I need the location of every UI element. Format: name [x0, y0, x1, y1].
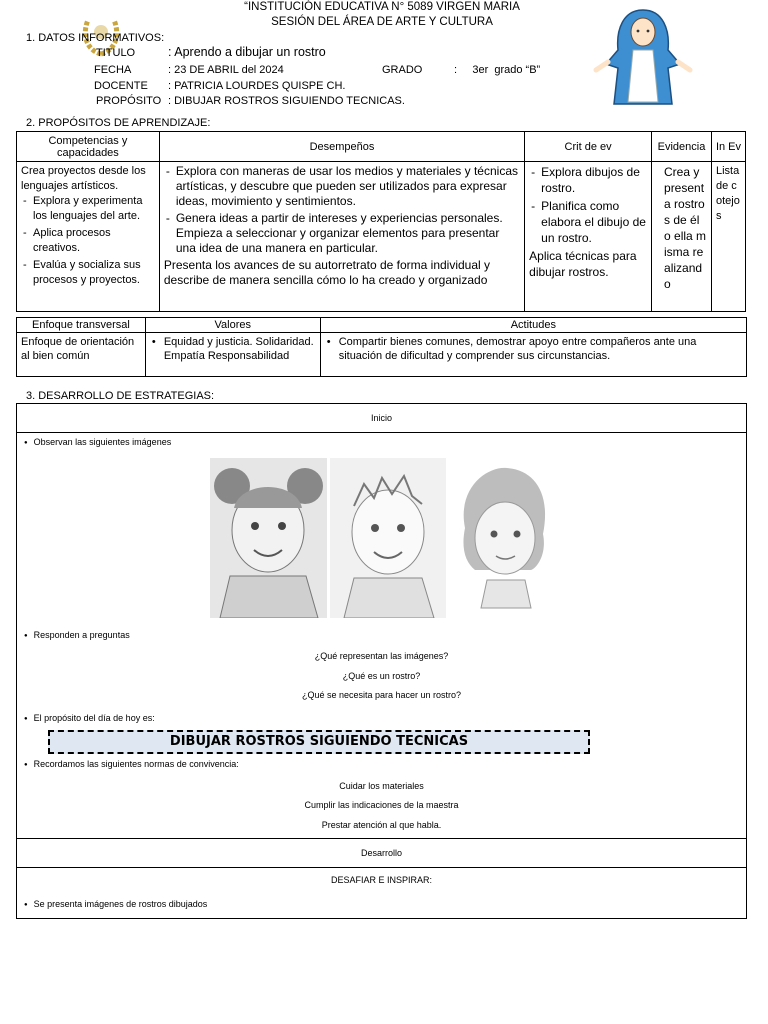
- norma-2: Cumplir las indicaciones de la maestra: [304, 800, 459, 810]
- titulo-label: TITULO: [96, 47, 136, 59]
- enfoque-table: [16, 317, 747, 377]
- competencia-item: - Aplica procesos creativos.: [21, 226, 155, 256]
- session-title: SESIÓN DEL ÁREA DE ARTE Y CULTURA: [271, 16, 493, 28]
- criterio-item: - Explora dibujos de rostro.: [529, 164, 647, 196]
- datos-section-title: 1. DATOS INFORMATIVOS:: [26, 32, 165, 44]
- instrumento-cell: Lista de cotejos: [712, 162, 746, 312]
- header-competencias: Competencias y capacidades: [17, 132, 160, 162]
- propositos-table: [16, 131, 746, 312]
- normas-intro: ● Recordamos las siguientes normas de convivencia:: [24, 759, 239, 769]
- enfoque-actitudes: • Compartir bienes comunes, demostrar apoyo entre compañeros ante una situación de dificultad y comprender sus circunstancias.: [325, 335, 742, 363]
- desempenos-cell: [159, 162, 524, 312]
- competencias-intro: Crea proyectos desde los lenguajes artísticos.: [21, 165, 146, 192]
- proposito-intro: ● El propósito del día de hoy es:: [24, 713, 155, 723]
- competencia-item: - Explora y experimenta los lenguajes del arte.: [21, 194, 155, 224]
- pregunta-1: ¿Qué representan las imágenes?: [314, 651, 449, 661]
- desarrollo-box: [16, 403, 747, 919]
- header-evidencia: Evidencia: [652, 132, 712, 162]
- virgin-mary-illustration: [588, 6, 698, 108]
- docente-value: : PATRICIA LOURDES QUISPE CH.: [168, 80, 346, 92]
- divider: [17, 432, 746, 433]
- desempeno-item: - Explora con maneras de usar los medios y materiales y técnicas artísticas, y descubre que pueden ser utilizados para expresar ideas, movimiento y sentimientos.: [164, 164, 520, 209]
- competencia-item: - Evalúa y socializa sus procesos y proyectos.: [21, 258, 155, 288]
- divider: [17, 867, 746, 868]
- docente-label: DOCENTE: [94, 80, 148, 92]
- responden-item: ● Responden a preguntas: [24, 630, 130, 640]
- inicio-label: Inicio: [370, 413, 392, 423]
- institution-title: “INSTITUCIÓN EDUCATIVA N° 5089 VIRGEN MARIA: [244, 1, 520, 13]
- child-sketch-2: [330, 458, 446, 618]
- propositos-section-title: 2. PROPÓSITOS DE APRENDIZAJE:: [26, 117, 211, 129]
- enfoque-nombre: Enfoque de orientación al bien común: [17, 333, 146, 377]
- desempeno-item: - Genera ideas a partir de intereses y experiencias personales. Empieza a seleccionar y organizar elementos para presentar una idea de una manera en particular.: [164, 211, 520, 256]
- header-instrumento: In Ev: [712, 132, 746, 162]
- header-desempenos: Desempeños: [159, 132, 524, 162]
- fecha-value: : 23 DE ABRIL del 2024: [168, 64, 284, 76]
- criterio-extra: Aplica técnicas para dibujar rostros.: [529, 249, 637, 279]
- criterios-cell: [525, 162, 652, 312]
- desafiar-label: DESAFIAR E INSPIRAR:: [330, 875, 433, 885]
- grado-value: : 3er grado “B”: [454, 64, 541, 76]
- header-criterios: Crit de ev: [525, 132, 652, 162]
- enfoque-valores: • Equidad y justicia. Solidaridad. Empatía Responsabilidad: [150, 335, 316, 363]
- observan-item: ● Observan las siguientes imágenes: [24, 437, 171, 447]
- competencias-cell: [17, 162, 160, 312]
- fecha-label: FECHA: [94, 64, 132, 76]
- desarrollo-section-title: 3. DESARROLLO DE ESTRATEGIAS:: [26, 390, 215, 402]
- grado-label: GRADO: [382, 64, 423, 76]
- divider: [17, 838, 746, 839]
- titulo-value: : Aprendo a dibujar un rostro: [168, 45, 326, 59]
- pregunta-2: ¿Qué es un rostro?: [342, 671, 421, 681]
- header-enfoque: Enfoque transversal: [17, 318, 146, 333]
- proposito-value: : DIBUJAR ROSTROS SIGUIENDO TECNICAS.: [168, 95, 405, 107]
- header-valores: Valores: [145, 318, 320, 333]
- presenta-item: ● Se presenta imágenes de rostros dibujados: [24, 899, 207, 909]
- norma-1: Cuidar los materiales: [339, 781, 424, 791]
- norma-3: Prestar atención al que habla.: [321, 820, 442, 830]
- child-sketch-1: [210, 458, 327, 618]
- proposito-box: DIBUJAR ROSTROS SIGUIENDO TECNICAS: [48, 730, 590, 754]
- desempeno-extra: Presenta los avances de su autorretrato de forma individual y describe de manera sencilla cómo lo ha creado y organizado: [163, 258, 491, 287]
- desarrollo-label: Desarrollo: [360, 848, 402, 858]
- criterio-item: - Planifica como elabora el dibujo de un rostro.: [529, 198, 647, 246]
- evidencia-cell: Crea y presenta rostros de él o ella misma realizando: [652, 162, 712, 312]
- pregunta-3: ¿Qué se necesita para hacer un rostro?: [301, 690, 462, 700]
- proposito-label: PROPÓSITO: [96, 95, 162, 107]
- child-sketch-3: [451, 458, 555, 618]
- header-actitudes: Actitudes: [320, 318, 746, 333]
